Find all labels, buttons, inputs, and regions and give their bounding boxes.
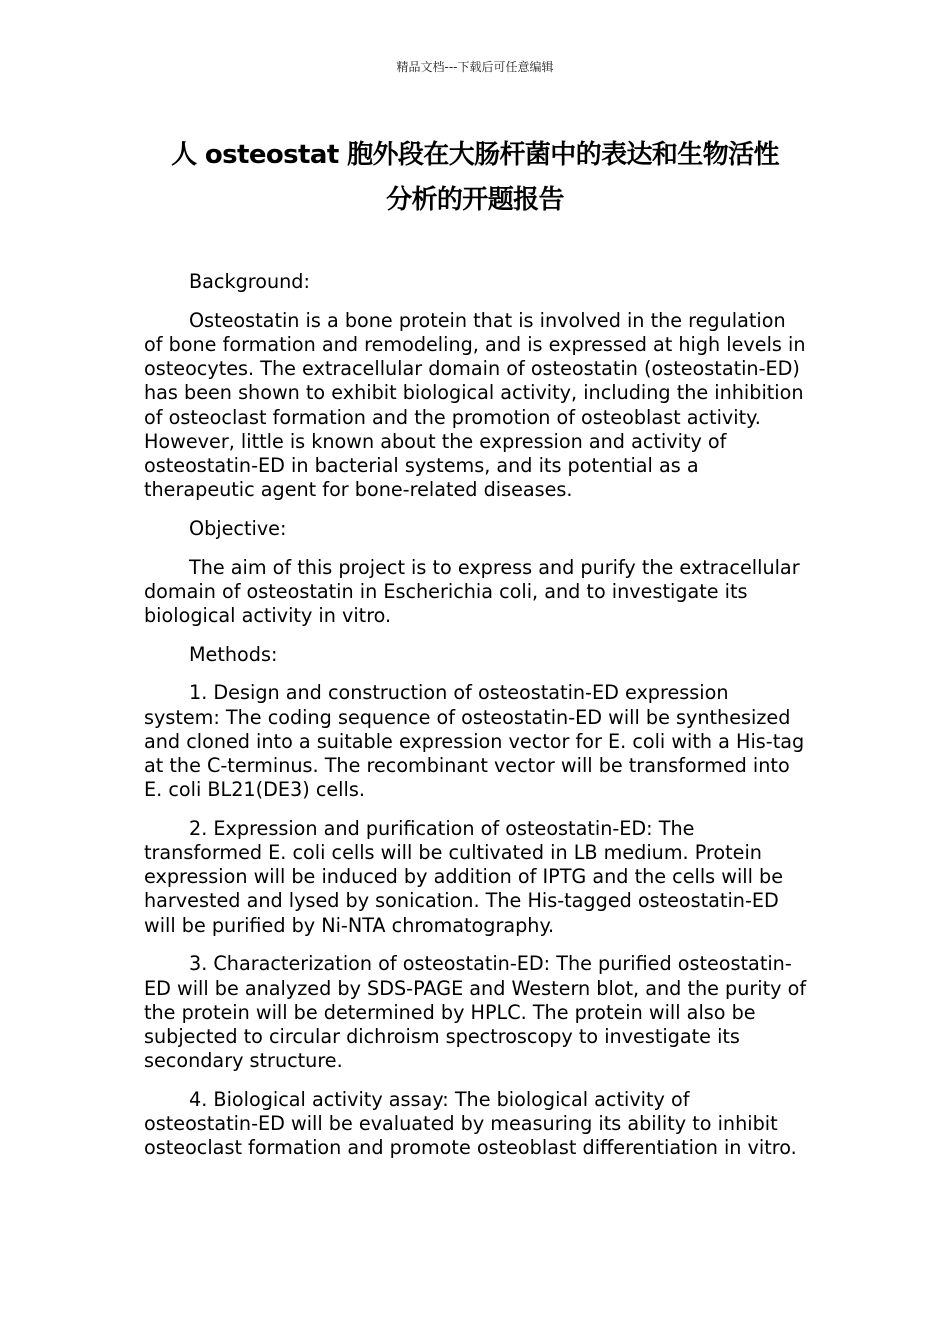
- document-title: [120, 133, 830, 223]
- title-line-1: 人 osteostat 胞外段在大肠杆菌中的表达和生物活性: [171, 140, 779, 170]
- objective-paragraph: The aim of this project is to express and purify the extracellular domain of osteostatin in Escherichia coli, and to investigate its biological activity in vitro.: [144, 555, 800, 627]
- title-line-2: 分析的开题报告: [386, 185, 564, 215]
- method-item-3: 3. Characterization of osteostatin-ED: The purified osteostatin-ED will be analyzed by SDS-PAGE and Western blot, and the purity of the protein will be determined by HPLC. The protein will also be subjected to circular dichroism spectroscopy to investigate its secondary structure.: [144, 952, 807, 1073]
- method-item-4: 4. Biological activity assay: The biological activity of osteostatin-ED will be evaluated by measuring its ability to inhibit osteoclast formation and promote osteoblast differentiation in vitro.: [144, 1087, 797, 1160]
- document-body: [144, 270, 809, 1175]
- objective-heading: Objective:: [189, 516, 287, 540]
- methods-heading: Methods:: [189, 642, 278, 666]
- method-item-2: 2. Expression and purification of osteostatin-ED: The transformed E. coli cells will be cultivated in LB medium. Protein expression will be induced by addition of IPTG and the cells will be harvested and lysed by sonication. The His-tagged osteostatin-ED will be purified by Ni-NTA chromatography.: [144, 816, 784, 937]
- background-paragraph: Osteostatin is a bone protein that is involved in the regulation of bone formation and remodeling, and is expressed at high levels in osteocytes. The extracellular domain of osteostatin (osteostatin-ED) has been shown to exhibit biological activity, including the inhibition of osteoclast formation and the promotion of osteoblast activity. However, little is known about the expression and activity of osteostatin-ED in bacterial systems, and its potential as a therapeutic agent for bone-related diseases.: [144, 308, 806, 502]
- method-item-1: 1. Design and construction of osteostatin-ED expression system: The coding sequence of osteostatin-ED will be synthesized and cloned into a suitable expression vector for E. coli with a His-tag at the C-terminus. The recombinant vector will be transformed into E. coli BL21(DE3) cells.: [144, 681, 805, 802]
- background-heading: Background:: [189, 270, 310, 293]
- page-header: 精品文档---下载后可任意编辑: [396, 60, 554, 74]
